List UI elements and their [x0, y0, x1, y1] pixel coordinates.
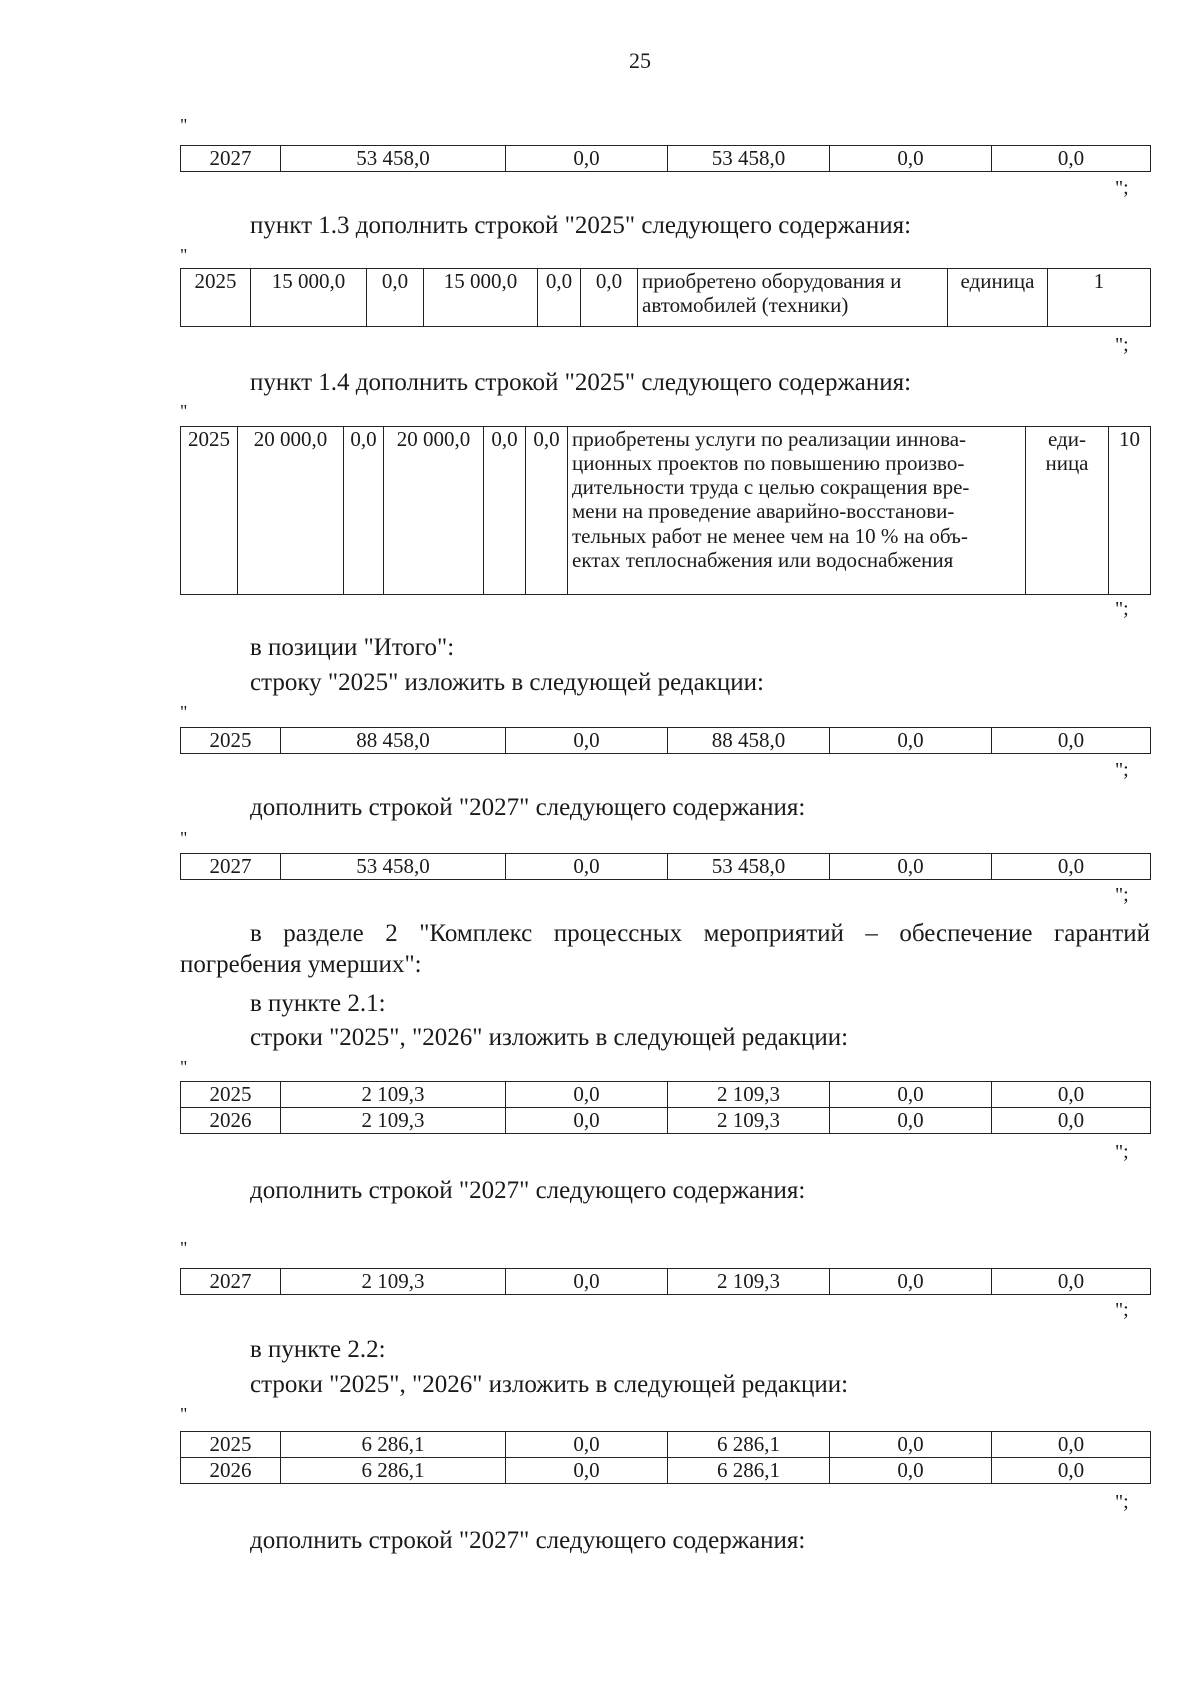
- year-cell: 2025: [181, 427, 238, 595]
- value-cell: 0,0: [830, 1432, 992, 1458]
- value-cell: 0,0: [992, 1432, 1151, 1458]
- value-cell: 0,0: [992, 1108, 1151, 1134]
- value-cell: 0,0: [484, 427, 526, 595]
- value-cell: 0,0: [367, 269, 424, 327]
- value-cell: 6 286,1: [281, 1458, 506, 1484]
- section-2-line-2: погребения умерших":: [180, 951, 422, 979]
- value-cell: 0,0: [830, 728, 992, 754]
- unit-line: ница: [1045, 451, 1089, 476]
- paragraph-add-2027-c: дополнить строкой "2027" следующего содержания:: [250, 1527, 806, 1554]
- quote-open: ": [180, 828, 188, 848]
- value-cell: 53 458,0: [668, 854, 830, 880]
- description-line: ектах теплоснабжения или водоснабжения: [572, 547, 954, 572]
- year-cell: 2026: [181, 1108, 281, 1134]
- paragraph-add-2027: дополнить строкой "2027" следующего содержания:: [250, 794, 806, 821]
- table-row: [181, 146, 1151, 172]
- quote-open: ": [180, 245, 188, 265]
- table-row: [181, 1432, 1151, 1458]
- year-cell: 2026: [181, 1458, 281, 1484]
- value-cell: 0,0: [506, 1108, 668, 1134]
- value-cell: 2 109,3: [281, 1269, 506, 1295]
- value-cell: 0,0: [506, 1432, 668, 1458]
- paragraph-itogo: в позиции "Итого":: [250, 634, 455, 661]
- value-cell: 53 458,0: [281, 146, 506, 172]
- value-cell: 88 458,0: [668, 728, 830, 754]
- value-cell: 6 286,1: [668, 1432, 830, 1458]
- value-cell: 0,0: [992, 1082, 1151, 1108]
- value-cell: 0,0: [526, 427, 568, 595]
- quote-close: ";: [1115, 598, 1129, 620]
- value-cell: 0,0: [506, 728, 668, 754]
- value-cell: 0,0: [830, 1082, 992, 1108]
- quote-close: ";: [1115, 1491, 1129, 1513]
- paragraph-punkt-2-2: в пункте 2.2:: [250, 1336, 386, 1363]
- quote-close: ";: [1115, 1299, 1129, 1321]
- indicator-value-cell: 10: [1109, 427, 1151, 595]
- table-itogo-2025: [180, 727, 1151, 754]
- description-line: ционных проектов по повышению произво-: [572, 451, 965, 476]
- table-2027-a: [180, 145, 1151, 172]
- value-cell: 0,0: [506, 146, 668, 172]
- value-cell: 0,0: [992, 1458, 1151, 1484]
- year-cell: 2025: [181, 1082, 281, 1108]
- description-cell: приобретено оборудования и автомобилей (техники): [638, 269, 948, 327]
- value-cell: 0,0: [830, 146, 992, 172]
- table-row: [181, 1108, 1151, 1134]
- year-cell: 2025: [181, 728, 281, 754]
- value-cell: 0,0: [830, 1108, 992, 1134]
- value-cell: 2 109,3: [668, 1082, 830, 1108]
- section-2-line-1: в разделе 2 "Комплекс процессных мероприятий – обеспечение гарантий: [250, 920, 1150, 947]
- value-cell: 2 109,3: [668, 1269, 830, 1295]
- table-punkt-1-4: [180, 426, 1151, 595]
- year-cell: 2027: [181, 854, 281, 880]
- quote-open: ": [180, 1404, 188, 1424]
- table-punkt-2-2: [180, 1431, 1151, 1484]
- value-cell: 0,0: [992, 728, 1151, 754]
- value-cell: 15 000,0: [424, 269, 538, 327]
- table-row: [181, 427, 1151, 595]
- paragraph-rows-2025-2026-a: строки "2025", "2026" изложить в следующей редакции:: [250, 1024, 849, 1051]
- description-line: тельных работ не менее чем на 10 % на объ-: [572, 523, 968, 548]
- value-cell: 0,0: [538, 269, 581, 327]
- description-line: дительности труда с целью сокращения вре-: [572, 475, 970, 500]
- quote-close: ";: [1115, 334, 1129, 356]
- table-itogo-2027: [180, 853, 1151, 880]
- value-cell: 6 286,1: [668, 1458, 830, 1484]
- quote-open: ": [180, 115, 188, 135]
- description-line: мени на проведение аварийно-восстанови-: [572, 499, 955, 524]
- table-punkt-2-1-2027: [180, 1268, 1151, 1295]
- value-cell: 6 286,1: [281, 1432, 506, 1458]
- paragraph-add-2027-b: дополнить строкой "2027" следующего содержания:: [250, 1177, 806, 1204]
- value-cell: 0,0: [506, 1458, 668, 1484]
- value-cell: 20 000,0: [384, 427, 484, 595]
- value-cell: 0,0: [992, 146, 1151, 172]
- table-punkt-2-1: [180, 1081, 1151, 1134]
- value-cell: 20 000,0: [238, 427, 344, 595]
- value-cell: 0,0: [830, 854, 992, 880]
- value-cell: 2 109,3: [668, 1108, 830, 1134]
- indicator-value-cell: 1: [1048, 269, 1151, 327]
- table-row: [181, 1269, 1151, 1295]
- table-row: [181, 1082, 1151, 1108]
- table-row: [181, 1458, 1151, 1484]
- quote-close: ";: [1115, 1141, 1129, 1163]
- quote-close: ";: [1115, 177, 1129, 199]
- value-cell: 2 109,3: [281, 1108, 506, 1134]
- value-cell: 15 000,0: [251, 269, 367, 327]
- value-cell: 0,0: [992, 1269, 1151, 1295]
- value-cell: 0,0: [506, 854, 668, 880]
- quote-open: ": [180, 1057, 188, 1077]
- paragraph-rows-2025-2026-b: строки "2025", "2026" изложить в следующей редакции:: [250, 1371, 849, 1398]
- table-row: [181, 269, 1151, 327]
- table-row: [181, 728, 1151, 754]
- table-punkt-1-3: [180, 268, 1151, 327]
- year-cell: 2025: [181, 1432, 281, 1458]
- quote-close: ";: [1115, 759, 1129, 781]
- value-cell: 2 109,3: [281, 1082, 506, 1108]
- year-cell: 2027: [181, 1269, 281, 1295]
- value-cell: 0,0: [830, 1458, 992, 1484]
- quote-open: ": [180, 702, 188, 722]
- description-line: приобретены услуги по реализации иннова-: [572, 427, 967, 451]
- value-cell: 0,0: [830, 1269, 992, 1295]
- value-cell: 0,0: [506, 1082, 668, 1108]
- unit-cell: [1026, 427, 1109, 595]
- unit-line: еди-: [1048, 427, 1086, 451]
- value-cell: 53 458,0: [281, 854, 506, 880]
- value-cell: 88 458,0: [281, 728, 506, 754]
- table-row: [181, 854, 1151, 880]
- description-cell: [568, 427, 1026, 595]
- value-cell: 53 458,0: [668, 146, 830, 172]
- year-cell: 2027: [181, 146, 281, 172]
- quote-close: ";: [1115, 884, 1129, 906]
- paragraph-punkt-1-3: пункт 1.3 дополнить строкой "2025" следующего содержания:: [250, 212, 912, 239]
- quote-open: ": [180, 1238, 188, 1258]
- value-cell: 0,0: [344, 427, 384, 595]
- page-number: 25: [629, 48, 651, 73]
- paragraph-punkt-1-4: пункт 1.4 дополнить строкой "2025" следующего содержания:: [250, 369, 912, 396]
- value-cell: 0,0: [581, 269, 638, 327]
- paragraph-punkt-2-1: в пункте 2.1:: [250, 990, 386, 1017]
- value-cell: 0,0: [506, 1269, 668, 1295]
- value-cell: 0,0: [992, 854, 1151, 880]
- paragraph-row-2025: строку "2025" изложить в следующей редакции:: [250, 669, 764, 696]
- quote-open: ": [180, 401, 188, 421]
- year-cell: 2025: [181, 269, 251, 327]
- unit-cell: единица: [948, 269, 1048, 327]
- paragraph-section-2: [180, 918, 1150, 981]
